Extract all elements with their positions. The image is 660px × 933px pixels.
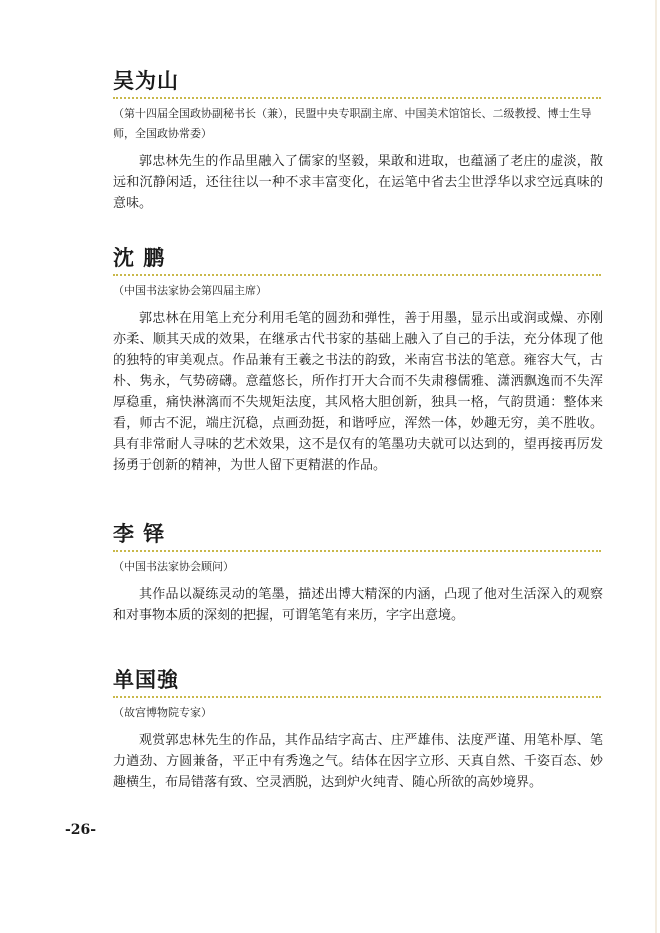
entry-body: 观赏郭忠林先生的作品，其作品结字高古、庄严雄伟、法度严谨、用笔朴厚、笔力遒劲、方圆兼备，平正中有秀逸之气。结体在因字立形、天真自然、千姿百态、妙趣横生，布局错落有致、空灵洒脱，达到炉火纯青、随心所欲的高妙境界。 [113,733,603,790]
page-edge-line [655,0,657,933]
entry-name: 沈 鹏 [113,246,166,270]
entry-name: 李 铎 [113,522,166,546]
entry-body: 郭忠林先生的作品里融入了儒家的坚毅，果敢和进取，也蕴涵了老庄的虚淡，散远和沉静闲适，还往往以一种不求丰富变化，在运笔中省去尘世浮华以求空远真味的意味。 [113,154,603,211]
entry-title: （故宫博物院专家） [113,706,212,719]
entry-name: 单国強 [113,668,179,692]
dotted-divider [113,97,601,99]
entry-body: 其作品以凝练灵动的笔墨，描述出博大精深的内涵，凸现了他对生活深入的观察和对事物本质的深刻的把握，可谓笔笔有来历，字字出意境。 [113,587,603,623]
dotted-divider [113,550,601,552]
dotted-divider [113,696,601,698]
entry-wu-weishan [113,68,603,214]
entry-li-duo [113,521,603,626]
entry-shen-peng [113,245,603,476]
dotted-divider [113,274,601,276]
page-number: -26- [65,822,97,838]
entry-title: （中国书法家协会第四届主席） [113,284,267,297]
entry-shan-guoqiang [113,667,603,793]
entry-body: 郭忠林在用笔上充分利用毛笔的圆劲和弹性，善于用墨，显示出或润或燥、亦刚亦柔、顺其天成的效果，在继承古代书家的基础上融入了自己的手法，充分体现了他的独特的审美观点。作品兼有王羲之书法的韵致，米南宫书法的笔意。雍容大气，古朴、隽永，气势磅礴。意蕴悠长，所作打开大合而不失肃穆儒雅、潇洒飘逸而不失浑厚稳重，痛快淋漓而不失规矩法度，其风格大胆创新，独具一格，气韵贯通：整体来看，师古不泥，端庄沉稳，点画劲挺，和谐呼应，浑然一体，妙趣无穷，美不胜收。具有非常耐人寻味的艺术效果，这不是仅有的笔墨功夫就可以达到的，望再接再厉发扬勇于创新的精神，为世人留下更精湛的作品。 [113,311,603,473]
entry-title: （第十四届全国政协副秘书长（兼），民盟中央专职副主席、中国美术馆馆长、二级教授、博士生导师，全国政协常委） [113,107,592,140]
entry-title: （中国书法家协会顾问） [113,560,234,573]
entry-name: 吴为山 [113,69,179,93]
